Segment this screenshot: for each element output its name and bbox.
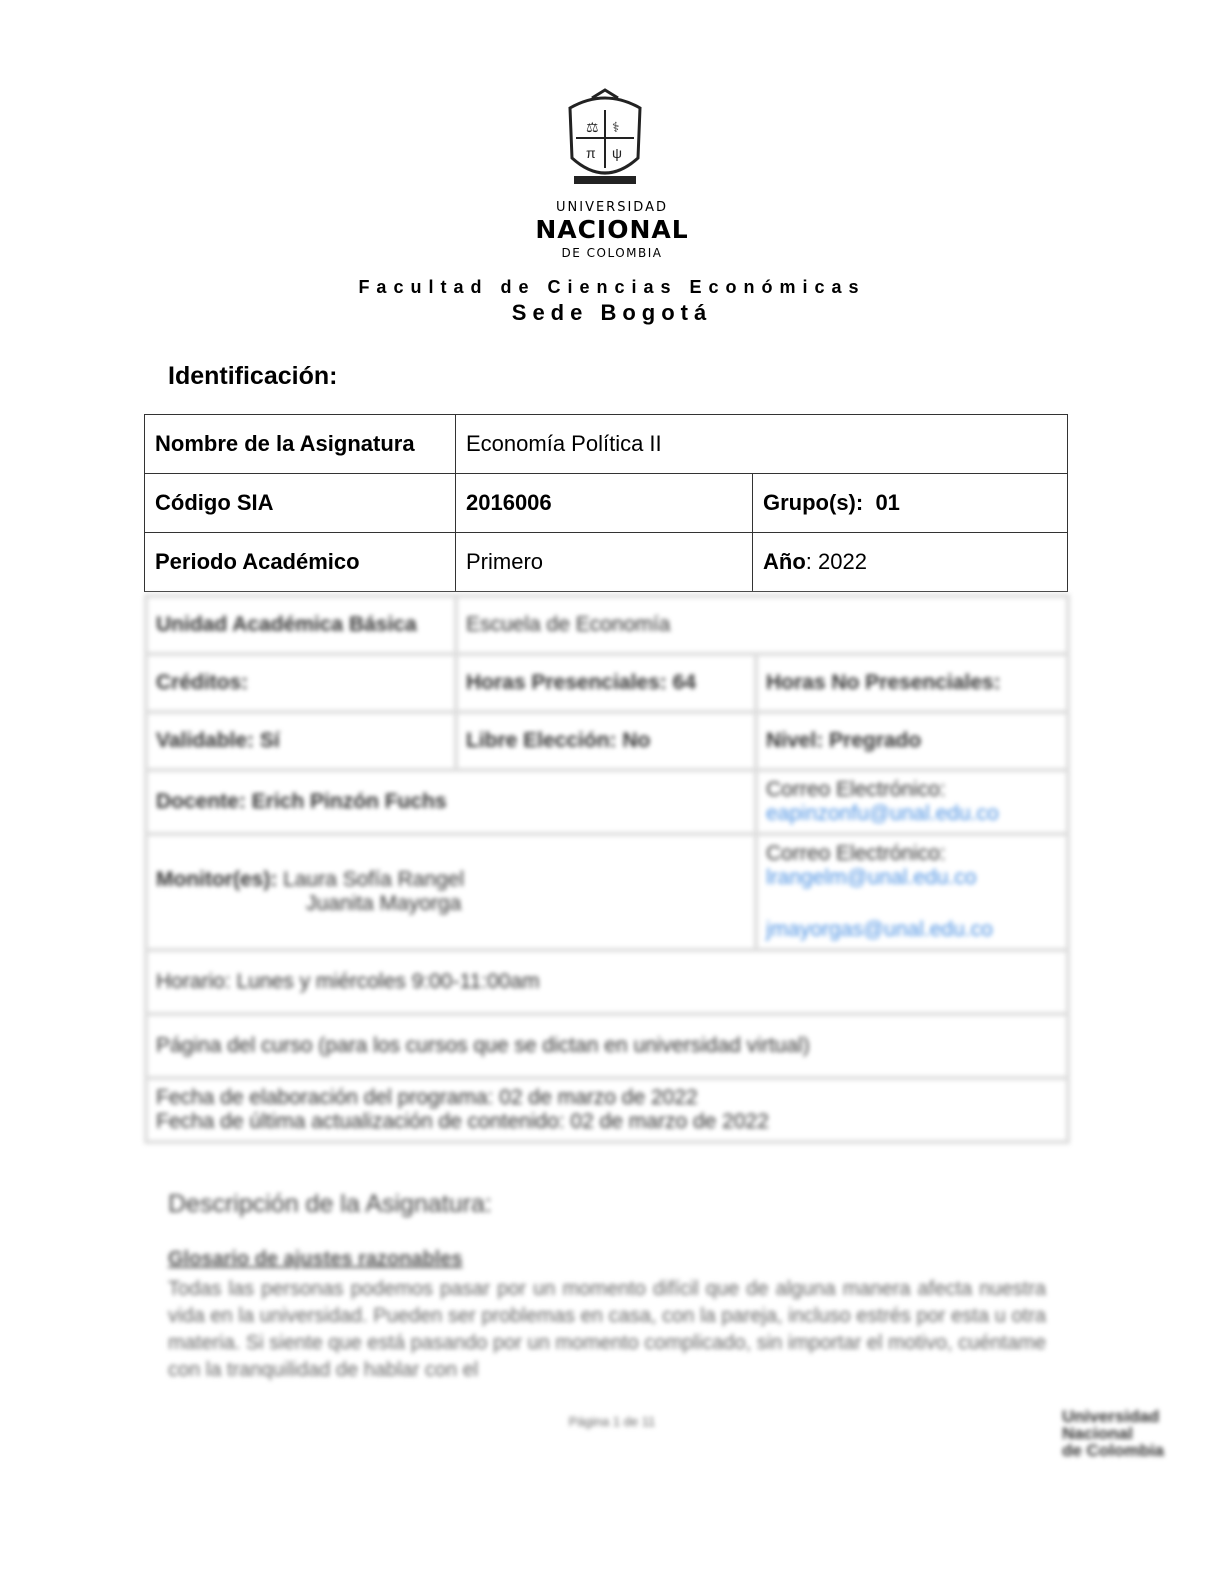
university-crest-icon	[562, 88, 648, 192]
monitor-1: Laura Sofía Rangel	[283, 868, 465, 891]
footer-logo-line-3: de Colombia	[1062, 1441, 1165, 1460]
page-number: Página 1 de 11	[568, 1414, 656, 1429]
period-label: Periodo Académico	[145, 533, 456, 592]
teacher: Docente: Erich Pinzón Fuchs	[146, 770, 756, 834]
svg-text:π: π	[586, 145, 596, 161]
course-name: Economía Política II	[456, 415, 1068, 474]
period-value: Primero	[456, 533, 753, 592]
glossary-subtitle: Glosario de ajustes razonables	[168, 1248, 463, 1270]
year-cell	[753, 533, 1068, 592]
teacher-email-link[interactable]: eapinzonfu@unal.edu.co	[766, 802, 999, 825]
hours-in: Horas Presenciales: 64	[456, 654, 756, 712]
code-label: Código SIA	[145, 474, 456, 533]
monitors	[146, 834, 756, 950]
group-cell	[753, 474, 1068, 533]
faculty-name: Facultad de Ciencias Económicas	[358, 277, 866, 297]
course-name-label: Nombre de la Asignatura	[145, 415, 456, 474]
monitor1-email-link[interactable]: lrangelm@unal.edu.co	[766, 866, 977, 889]
credits: Créditos:	[146, 654, 456, 712]
footer-logo-line-2: Nacional	[1062, 1424, 1133, 1443]
monitors-label: Monitor(es):	[156, 868, 278, 891]
year-label: Año	[763, 549, 806, 574]
teacher-contact	[756, 770, 1068, 834]
group-value: 01	[875, 490, 900, 515]
svg-text:⚖: ⚖	[586, 119, 599, 135]
validable: Validable: Sí	[146, 712, 456, 770]
logo-line-2: NACIONAL	[535, 215, 689, 244]
details-table	[144, 594, 1070, 1144]
group-label: Grupo(s):	[763, 490, 864, 515]
logo-line-1: UNIVERSIDAD	[556, 200, 668, 215]
year-value: : 2022	[805, 549, 867, 574]
footer-logo	[1062, 1408, 1164, 1459]
code-value: 2016006	[456, 474, 753, 533]
description-title: Descripción de la Asignatura:	[168, 1190, 492, 1218]
schedule: Horario: Lunes y miércoles 9:00-11:00am	[146, 950, 1068, 1014]
campus-name: Sede Bogotá	[511, 300, 713, 325]
updated-date: Fecha de última actualización de contenido: 02 de marzo de 2022	[156, 1110, 769, 1133]
created-date: Fecha de elaboración del programa: 02 de marzo de 2022	[156, 1086, 698, 1109]
level: Nivel: Pregrado	[756, 712, 1068, 770]
svg-text:⚕: ⚕	[612, 119, 620, 135]
dates	[146, 1078, 1068, 1142]
email-label-2: Correo Electrónico:	[766, 842, 946, 865]
identification-table	[144, 414, 1068, 592]
email-label: Correo Electrónico:	[766, 778, 946, 801]
logo-line-3: DE COLOMBIA	[561, 246, 663, 260]
svg-text:ψ: ψ	[612, 145, 622, 161]
course-page: Página del curso (para los cursos que se dictan en universidad virtual)	[146, 1014, 1068, 1078]
free-choice: Libre Elección: No	[456, 712, 756, 770]
description-text: Todas las personas podemos pasar por un momento difícil que de alguna manera afecta nuestra vida en la universidad. Pueden ser problemas en casa, con la pareja, incluso estrés por esta u otra materia. Si siente que está pasando por un momento complicado, sin importar el motivo, cuéntame con la tranquilidad de hablar con el	[168, 1278, 1046, 1381]
monitor2-email-link[interactable]: jmayorgas@unal.edu.co	[766, 918, 993, 941]
hours-out: Horas No Presenciales:	[756, 654, 1068, 712]
monitor-2: Juanita Mayorga	[306, 892, 462, 915]
unit-label: Unidad Académica Básica	[146, 596, 456, 654]
unit-value: Escuela de Economía	[456, 596, 1068, 654]
section-title: Identificación:	[168, 362, 338, 390]
footer-logo-line-1: Universidad	[1062, 1407, 1160, 1426]
monitors-contact	[756, 834, 1068, 950]
